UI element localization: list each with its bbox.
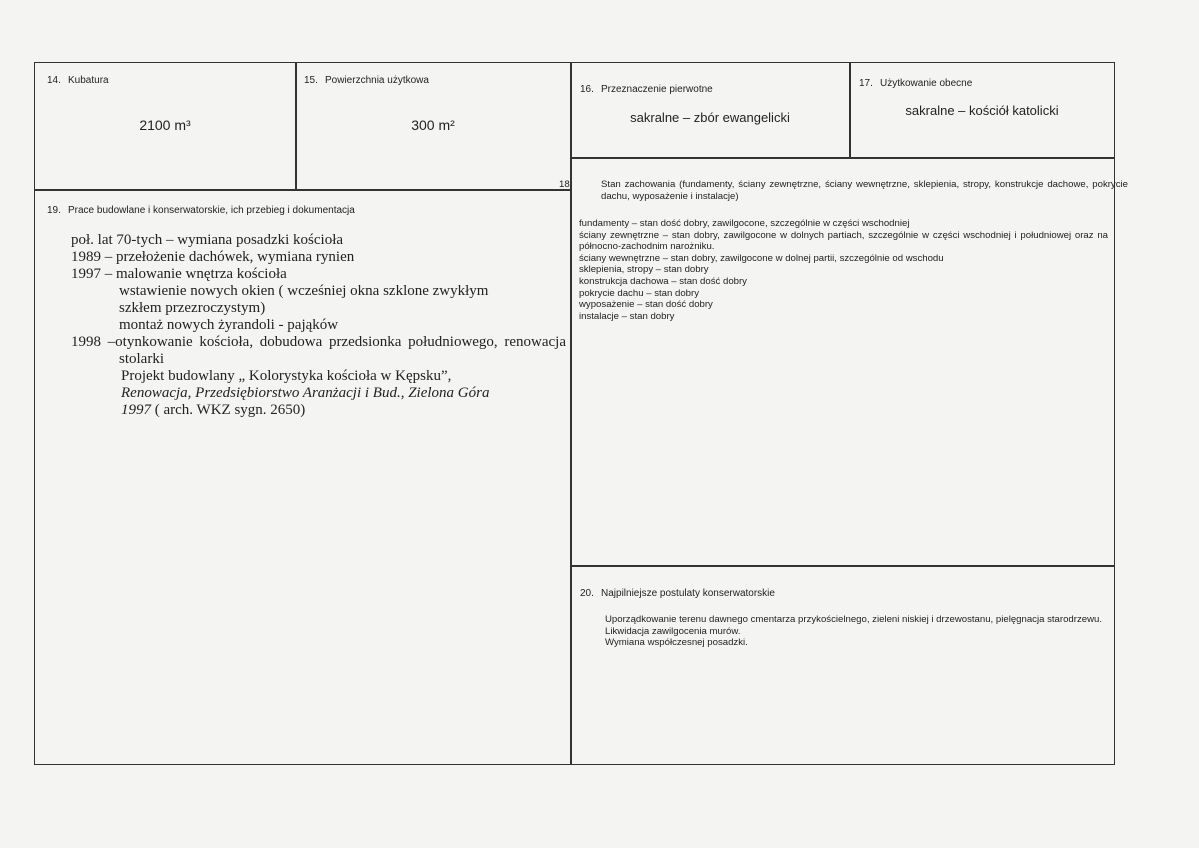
field-17-number: 17. [859, 78, 873, 89]
field-16-number: 16. [580, 84, 594, 95]
field-17-value: sakralne – kościół katolicki [905, 103, 1059, 118]
field-16 [571, 63, 849, 157]
works-line: montaż nowych żyrandoli - pająków [119, 317, 339, 333]
field-19 [35, 190, 570, 764]
field-18-content [579, 218, 1108, 322]
field-20-number: 20. [580, 588, 594, 599]
field-18-label: Stan zachowania (fundamenty, ściany zewnętrzne, ściany wewnętrzne, sklepienia, stropy, konstrukcje dachowe, pokrycie dachu, wyposażenie i instalacje) [601, 179, 1128, 202]
postulate-line: Wymiana współczesnej posadzki. [605, 637, 748, 649]
reference-publisher: Renowacja, Przedsiębiorstwo Aranżacji i Bud., Zielona Góra 1997 [121, 385, 490, 418]
works-line: 1998 –otynkowanie kościoła, dobudowa przedsionka południowego, renowacja stolarki [71, 334, 566, 367]
field-19-label: Prace budowlane i konserwatorskie, ich przebieg i dokumentacja [68, 205, 355, 216]
field-15-number: 15. [304, 75, 318, 86]
postulate-line: Likwidacja zawilgocenia murów. [605, 625, 741, 637]
field-19-content [71, 232, 566, 419]
field-19-number: 19. [47, 205, 61, 216]
field-20-content [605, 614, 1108, 649]
field-15-label: Powierzchnia użytkowa [325, 75, 429, 86]
field-17-label: Użytkowanie obecne [880, 78, 973, 89]
condition-line: instalacje – stan dobry [579, 310, 675, 322]
reference-archive: ( arch. WKZ sygn. 2650) [151, 402, 306, 418]
field-20 [571, 566, 1114, 764]
condition-line: fundamenty – stan dość dobry, zawilgocone, szczególnie w części wschodniej [579, 218, 910, 229]
condition-line: ściany zewnętrzne – stan dobry, zawilgocone w dolnych partiach, szczególnie w części wschodniej i południowej oraz na północno-zachodnim narożniku. [579, 229, 1108, 253]
field-18 [559, 158, 1128, 565]
field-16-label: Przeznaczenie pierwotne [601, 84, 713, 95]
works-line: poł. lat 70-tych – wymiana posadzki kościoła [71, 232, 344, 248]
field-18-number: 18. [559, 179, 573, 190]
field-15 [296, 63, 570, 189]
condition-line: konstrukcja dachowa – stan dość dobry [579, 275, 747, 287]
condition-line: wyposażenie – stan dość dobry [579, 299, 713, 311]
condition-line: sklepienia, stropy – stan dobry [579, 264, 709, 276]
field-14 [35, 63, 295, 189]
postulate-line: Uporządkowanie terenu dawnego cmentarza przykościelnego, zieleni niskiej i drzewostanu, pielęgnacja starodrzewu. [605, 614, 1103, 625]
condition-line: ściany wewnętrzne – stan dobry, zawilgocone w dolnej partii, szczególnie od wschodu [579, 252, 944, 264]
reference-title: Projekt budowlany „ Kolorystyka kościoła w Kępsku”, [121, 368, 452, 384]
works-line: wstawienie nowych okien ( wcześniej okna szklone zwykłym szkłem przezroczystym) [119, 283, 489, 316]
field-14-label: Kubatura [68, 75, 109, 86]
condition-line: pokrycie dachu – stan dobry [579, 287, 699, 299]
works-line: 1997 – malowanie wnętrza kościoła [71, 266, 287, 282]
field-16-value: sakralne – zbór ewangelicki [630, 110, 790, 125]
field-17 [850, 63, 1114, 157]
field-20-label: Najpilniejsze postulaty konserwatorskie [601, 588, 775, 599]
field-14-number: 14. [47, 75, 61, 86]
field-14-value: 2100 m³ [139, 117, 191, 133]
field-15-value: 300 m² [411, 117, 455, 133]
works-reference [71, 368, 511, 419]
works-line: 1989 – przełożenie dachówek, wymiana rynien [71, 249, 355, 265]
